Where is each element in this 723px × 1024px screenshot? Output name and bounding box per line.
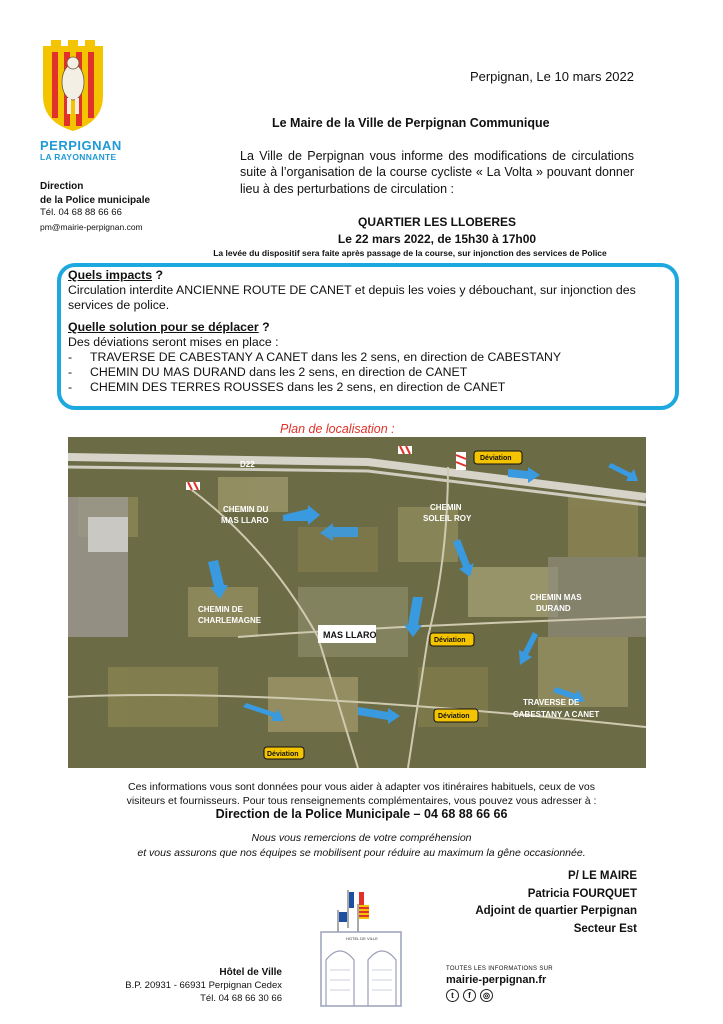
- map-label-soleil-roy: CHEMIN: [430, 503, 462, 512]
- map-label-d22: D22: [240, 460, 255, 469]
- svg-text:HOTEL DE VILLE: HOTEL DE VILLE: [346, 936, 378, 941]
- levee-notice: La levée du dispositif sera faite après passage de la course, sur injonction des services de Police: [213, 248, 607, 258]
- direction-block: [40, 180, 150, 208]
- svg-text:CHARLEMAGNE: CHARLEMAGNE: [198, 616, 262, 625]
- hotel-de-ville-icon: [306, 880, 416, 1008]
- deviation-list: [68, 350, 664, 395]
- signature-block: P/ LE MAIRE Patricia FOURQUET Adjoint de quartier Perpignan Secteur Est: [475, 870, 637, 935]
- list-item: - CHEMIN DU MAS DURAND dans les 2 sens, en direction de CANET: [68, 365, 664, 380]
- impacts-heading: Quels impacts ?: [68, 268, 163, 282]
- thanks-paragraph: Nous vous remercions de votre compréhension et vous assurons que nos équipes se mobilisent pour réduire au maximum la gêne occasionnée.: [137, 832, 586, 859]
- info-paragraph: Ces informations vous sont données pour vous aider à adapter vos itinéraires habituels, ceux de vos visiteurs et fournisseurs. Pour tous renseignements complémentaires, vous pouvez vous adresser à :: [126, 781, 597, 807]
- contact-line: Direction de la Police Municipale – 04 68 88 66 66: [215, 807, 508, 821]
- deviation-sign: [474, 451, 522, 464]
- deviation-sign: [434, 709, 478, 722]
- direction-line2: de la Police municipale: [40, 195, 151, 206]
- deviation-sign: [264, 747, 304, 759]
- intro-paragraph: La Ville de Perpignan vous informe des modifications de circulations suite à l’organisation de la course cycliste « La Volta » pouvant donner lieu à des perturbations de circulation :: [240, 149, 634, 196]
- perpignan-logo-icon: [40, 40, 106, 132]
- list-item: - TRAVERSE DE CABESTANY A CANET dans les 2 sens, en direction de CABESTANY: [68, 350, 664, 365]
- direction-line1: Direction: [40, 181, 84, 192]
- location-map: [68, 437, 646, 768]
- svg-text:Déviation: Déviation: [434, 637, 466, 644]
- facebook-icon[interactable]: f: [463, 989, 476, 1002]
- svg-text:SOLEIL ROY: SOLEIL ROY: [423, 514, 472, 523]
- svg-text:Déviation: Déviation: [480, 455, 512, 462]
- event-date-range: Le 22 mars 2022, de 15h30 à 17h00: [337, 232, 537, 246]
- quartier-title: QUARTIER LES LLOBERES: [357, 215, 516, 229]
- social-links: [446, 989, 493, 1002]
- direction-phone: Tél. 04 68 88 66 66: [40, 207, 122, 218]
- map-label-mas-durand: CHEMIN MAS: [530, 593, 582, 602]
- map-label-traverse: TRAVERSE DE: [523, 698, 580, 707]
- svg-text:CABESTANY A CANET: CABESTANY A CANET: [513, 710, 600, 719]
- solution-intro: Des déviations seront mises en place :: [68, 335, 279, 349]
- logo-tagline: LA RAYONNANTE: [40, 152, 117, 162]
- twitter-icon[interactable]: t: [446, 989, 459, 1002]
- direction-email[interactable]: pm@mairie-perpignan.com: [40, 222, 143, 232]
- communique-title: Le Maire de la Ville de Perpignan Communique: [272, 116, 550, 130]
- list-item: - CHEMIN DES TERRES ROUSSES dans les 2 sens, en direction de CANET: [68, 380, 664, 395]
- instagram-icon[interactable]: ◎: [480, 989, 493, 1002]
- deviation-sign: [430, 633, 474, 646]
- svg-text:Déviation: Déviation: [438, 713, 470, 720]
- svg-text:MAS LLARO: MAS LLARO: [221, 516, 269, 525]
- map-caption: Plan de localisation :: [280, 422, 395, 436]
- impacts-section: [68, 268, 664, 395]
- date-line: Perpignan, Le 10 mars 2022: [469, 69, 634, 84]
- map-label-mas-llaro-box: MAS LLARO: [323, 630, 377, 640]
- map-label-mas-llaro: CHEMIN DU: [223, 505, 269, 514]
- impacts-text: Circulation interdite ANCIENNE ROUTE DE CANET et depuis les voies y débouchant, sur injonction des services de police.: [68, 283, 636, 312]
- logo-city-name: PERPIGNAN: [40, 138, 122, 153]
- solution-heading: Quelle solution pour se déplacer ?: [68, 320, 270, 334]
- map-label-charlemagne: CHEMIN DE: [198, 605, 243, 614]
- hotel-address-block: Hôtel de Ville B.P. 20931 - 66931 Perpignan Cedex Tél. 04 68 66 30 66: [125, 967, 282, 1004]
- website-link[interactable]: mairie-perpignan.fr: [446, 974, 547, 986]
- web-caption: TOUTES LES INFORMATIONS SUR: [446, 966, 553, 972]
- svg-text:Déviation: Déviation: [267, 751, 299, 758]
- svg-text:DURAND: DURAND: [536, 604, 571, 613]
